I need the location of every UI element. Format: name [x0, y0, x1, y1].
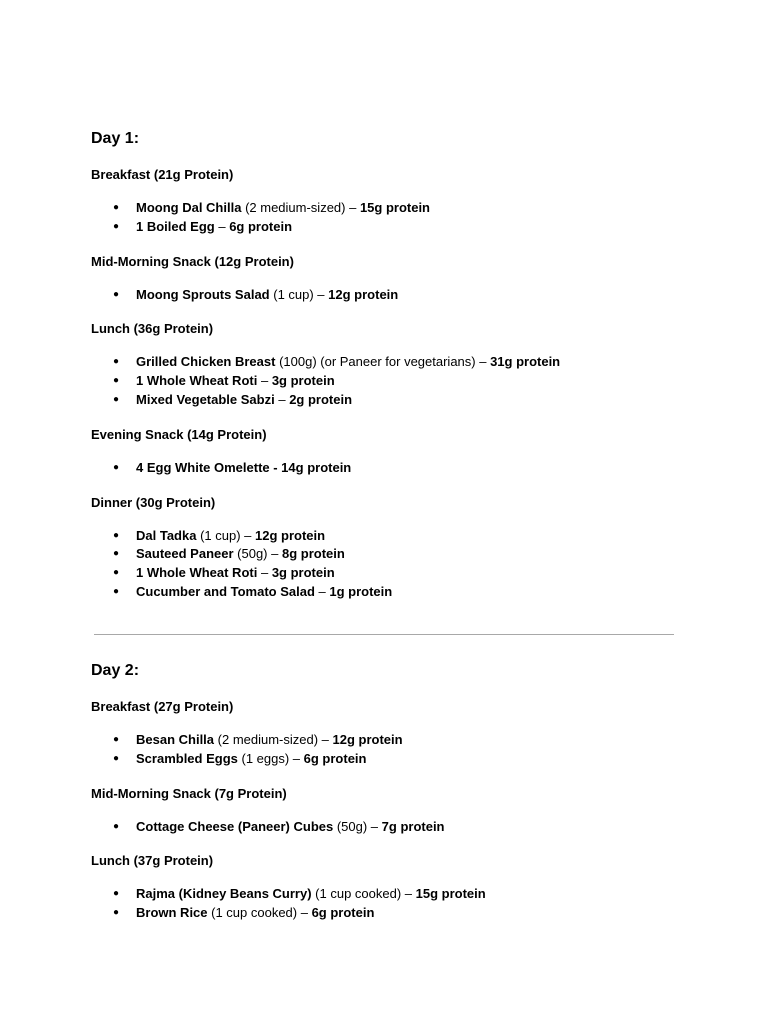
- day-section: [91, 128, 691, 602]
- meal-item-list: [91, 459, 691, 478]
- day-section: [91, 660, 691, 923]
- meal-item-list: [91, 731, 691, 769]
- food-detail: (1 eggs) –: [237, 750, 304, 766]
- bullet-icon: ●: [113, 752, 120, 764]
- food-detail: (1 cup) –: [196, 527, 255, 543]
- bullet-icon: ●: [113, 220, 120, 232]
- food-detail: (2 medium-sized) –: [241, 200, 360, 215]
- food-protein: 12g protein: [332, 732, 403, 747]
- list-item: [91, 353, 691, 372]
- food-protein: 8g protein: [281, 546, 345, 562]
- food-protein: 15g protein: [359, 200, 431, 215]
- food-detail: (50g) –: [233, 546, 282, 562]
- list-item: [91, 564, 691, 583]
- bullet-icon: ●: [113, 548, 120, 560]
- bullet-icon: ●: [113, 820, 120, 832]
- meal-heading: Mid-Morning Snack (7g Protein): [91, 785, 287, 801]
- list-item: [91, 750, 691, 769]
- food-name: Grilled Chicken Breast: [136, 354, 276, 370]
- section-divider: [94, 634, 674, 635]
- food-detail: –: [214, 218, 230, 234]
- meal-item-list: [91, 353, 691, 409]
- food-name: Besan Chilla: [136, 732, 215, 747]
- food-protein: 12g protein: [254, 527, 326, 543]
- list-item: [91, 818, 691, 837]
- meal-block: [91, 784, 691, 852]
- list-item: [91, 391, 691, 410]
- list-item: [91, 218, 691, 237]
- bullet-icon: ●: [113, 734, 120, 745]
- list-item: [91, 372, 691, 391]
- bullet-icon: ●: [113, 567, 120, 579]
- food-name: 4 Egg White Omelette - 14g protein: [136, 459, 352, 475]
- food-detail: –: [274, 391, 290, 407]
- bullet-icon: ●: [113, 356, 120, 368]
- food-name: 1 Whole Wheat Roti: [136, 373, 258, 389]
- bullet-icon: ●: [113, 907, 120, 919]
- food-name: 1 Boiled Egg: [136, 218, 215, 234]
- food-detail: –: [314, 583, 330, 599]
- bullet-icon: ●: [113, 288, 120, 300]
- food-protein: 1g protein: [329, 583, 393, 599]
- meal-heading: Dinner (30g Protein): [91, 494, 216, 510]
- meal-item-list: [91, 527, 691, 602]
- meal-block: [91, 493, 691, 602]
- meal-item-list: [91, 885, 691, 923]
- food-detail: (100g) (or Paneer for vegetarians) –: [275, 354, 491, 370]
- meal-heading: Lunch (36g Protein): [91, 321, 214, 337]
- food-detail: (50g) –: [333, 818, 382, 834]
- bullet-icon: ●: [113, 529, 120, 541]
- food-protein: 7g protein: [381, 818, 445, 834]
- list-item: [91, 545, 691, 564]
- food-detail: (1 cup cooked) –: [311, 886, 416, 902]
- food-protein: 6g protein: [229, 218, 293, 234]
- day-title: Day 1:: [91, 130, 140, 147]
- meal-item-list: [91, 199, 691, 237]
- food-detail: (1 cup cooked) –: [207, 905, 312, 921]
- meal-heading: Breakfast (27g Protein): [91, 699, 234, 714]
- food-name: Moong Dal Chilla: [136, 200, 242, 215]
- meal-block: [91, 851, 691, 923]
- food-protein: 15g protein: [415, 886, 486, 902]
- list-item: [91, 199, 691, 218]
- food-name: 1 Whole Wheat Roti: [136, 565, 258, 581]
- bullet-icon: ●: [113, 888, 120, 900]
- bullet-icon: ●: [113, 393, 120, 405]
- meal-heading: Mid-Morning Snack (12g Protein): [91, 253, 294, 269]
- meal-item-list: [91, 286, 691, 305]
- food-name: Mixed Vegetable Sabzi: [136, 391, 275, 407]
- food-name: Brown Rice: [136, 905, 208, 921]
- bullet-icon: ●: [113, 375, 120, 387]
- list-item: [91, 904, 691, 923]
- list-item: [91, 286, 691, 305]
- day-title: Day 2:: [91, 662, 140, 679]
- food-name: Moong Sprouts Salad: [136, 286, 270, 302]
- meal-block: [91, 697, 691, 784]
- food-name: Sauteed Paneer: [136, 546, 234, 562]
- food-name: Scrambled Eggs: [136, 750, 238, 766]
- meal-heading: Breakfast (21g Protein): [91, 167, 234, 182]
- food-name: Rajma (Kidney Beans Curry): [136, 886, 312, 902]
- food-name: Cottage Cheese (Paneer) Cubes: [136, 818, 334, 834]
- bullet-icon: ●: [113, 585, 120, 597]
- list-item: [91, 583, 691, 602]
- food-protein: 2g protein: [289, 391, 353, 407]
- food-detail: (1 cup) –: [269, 286, 329, 302]
- list-item: [91, 459, 691, 478]
- food-protein: 3g protein: [271, 373, 335, 389]
- list-item: [91, 885, 691, 904]
- meal-block: [91, 165, 691, 252]
- food-protein: 12g protein: [328, 286, 399, 302]
- food-detail: –: [257, 373, 272, 389]
- meal-item-list: [91, 818, 691, 837]
- food-protein: 31g protein: [490, 354, 561, 370]
- food-detail: –: [257, 565, 272, 581]
- bullet-icon: ●: [113, 461, 120, 473]
- meal-block: [91, 252, 691, 320]
- food-name: Dal Tadka: [136, 527, 197, 543]
- list-item: [91, 731, 691, 750]
- food-protein: 3g protein: [271, 565, 335, 581]
- bullet-icon: ●: [113, 202, 120, 213]
- meal-block: [91, 319, 691, 424]
- food-name: Cucumber and Tomato Salad: [136, 583, 315, 599]
- meal-heading: Evening Snack (14g Protein): [91, 426, 267, 442]
- meal-block: [91, 425, 691, 493]
- list-item: [91, 527, 691, 546]
- document-page: [91, 128, 691, 602]
- document-page-continued: [91, 660, 691, 923]
- meal-heading: Lunch (37g Protein): [91, 853, 214, 869]
- food-detail: (2 medium-sized) –: [214, 732, 333, 747]
- food-protein: 6g protein: [311, 905, 375, 921]
- food-protein: 6g protein: [303, 750, 367, 766]
